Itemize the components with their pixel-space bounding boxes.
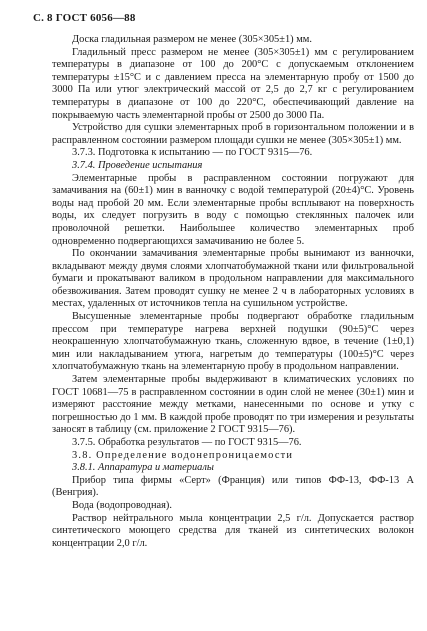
paragraph-device: Прибор типа фирмы «Серт» (Франция) или типов ФФ-13, ФФ-13 А (Венгрия). xyxy=(52,474,414,499)
paragraph-soap-solution: Раствор нейтрального мыла концентрации 2,5 г/л. Допускается раствор синтетического моющего средства для тканей из синтетических волокон концентрации 2,0 г/л. xyxy=(52,512,414,549)
paragraph-3-7-4: 3.7.4. Проведение испытания xyxy=(72,159,203,171)
paragraph-after-soaking: По окончании замачивания элементарные пробы вынимают из ванночки, вкладывают между двумя слоями хлопчатобумажной ткани или фильтровальной бумаги и прокатывают валиком в продольном направлении для максимального обезвоживания. Затем проводят сушку не менее 2 ч в лабораторных условиях в местах, удаленных от источников тепла на сушильном устройстве. xyxy=(52,248,414,310)
paragraph-ironing-press: Гладильный пресс размером не менее (305×305±1) мм с регулированием температуры в диапазоне от 100 до 200°С с допускаемым отклонением температуры ±15°С и с давлением пресса на элементарную пробу от 1500 до 3000 Па или утюг электрический массой от 2,5 до 2,7 кг с регулированием температуры в диапазоне от 100 до 220°С, обеспечивающий давление на покрываемую часть элементарной пробы от 2500 до 3000 Па. xyxy=(52,46,414,121)
paragraph-3-7-3: 3.7.3. Подготовка к испытанию — по ГОСТ 9315—76. xyxy=(72,147,313,159)
page-header: С. 8 ГОСТ 6056—88 xyxy=(33,12,136,24)
paragraph-pressing: Высушенные элементарные пробы подвергают обработке гладильным прессом при температуре нагрева верхней подушки (90±5)°С через неокрашенную хлопчатобумажную ткань, сложенную вдвое, в течение (1±0,1) мин или накладыванием утюга, нагретым до температуры (100±5)°С через хлопчатобумажную ткань на элементарную пробу в продольном направлении. xyxy=(52,311,414,373)
paragraph-drying-device: Устройство для сушки элементарных проб в горизонтальном положении и в расправленном состоянии размером площади сушки не менее (305×305±1) мм. xyxy=(52,122,414,146)
paragraph-water: Вода (водопроводная). xyxy=(72,499,172,511)
paragraph-ironing-board: Доска гладильная размером не менее (305×305±1) мм. xyxy=(72,34,312,45)
paragraph-3-8-1: 3.8.1. Аппаратура и материалы xyxy=(72,462,214,474)
paragraph-3-7-5: 3.7.5. Обработка результатов — по ГОСТ 9315—76. xyxy=(72,437,302,448)
paragraph-3-8-heading: 3.8. Определение водонепроницаемости xyxy=(72,449,294,461)
paragraph-soaking: Элементарные пробы в расправленном состоянии погружают для замачивания на (60±1) мин в ванночку с водой температурой (20±4)°С. Уровень воды над пробой 20 мм. Если элементарные пробы всплывают на поверхность воды, их следует погрузить в воду с помощью стеклянных палочек или проволочной решетки. Наибольшее количество элементарных проб одновременно подвергающихся замачиванию не более 5. xyxy=(52,172,414,247)
paragraph-measuring: Затем элементарные пробы выдерживают в климатических условиях по ГОСТ 10681—75 в расправленном состоянии в один слой не менее (30±1) мин и измеряют расстояние между метками, нанесенными по основе и утку с погрешностью до 1 мм. В каждой пробе проводят по три измерения и результаты заносят в таблицу (см. приложение 2 ГОСТ 9315—76). xyxy=(52,374,414,436)
document-body xyxy=(52,34,414,550)
